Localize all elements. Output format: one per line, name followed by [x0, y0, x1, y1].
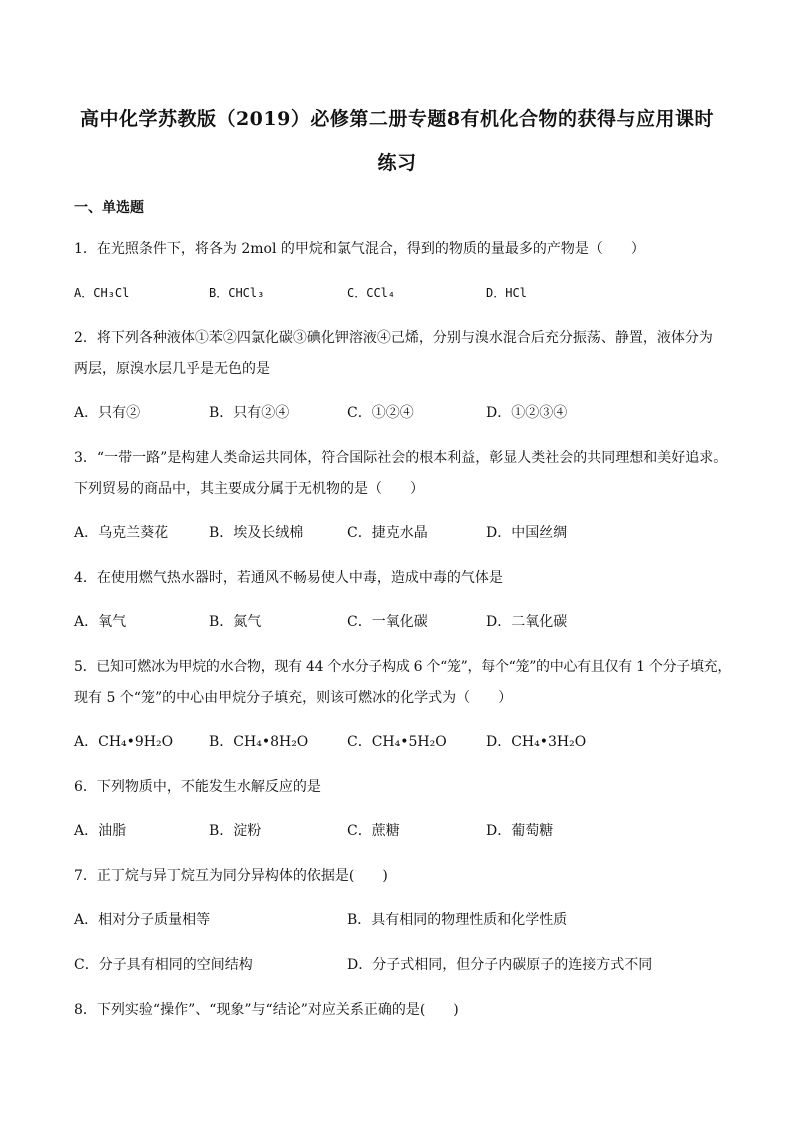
question-3-stem-line-1: 3．“一带一路”是构建人类命运共同体，符合国际社会的根本利益，彰显人类社会的共同理想和美好追求。 [74, 450, 728, 466]
question-4-stem: 4．在使用燃气热水器时，若通风不畅易使人中毒，造成中毒的气体是 [74, 570, 503, 586]
page-title: 高中化学苏教版（2019）必修第二册专题8有机化合物的获得与应用课时 [79, 108, 715, 130]
question-8-stem: 8．下列实验“操作”、“现象”与“结论”对应关系正确的是( ) [74, 1002, 459, 1018]
question-7-option-d: D．分子式相同，但分子内碳原子的连接方式不同 [347, 957, 653, 973]
question-7-option-b: B．具有相同的物理性质和化学性质 [347, 912, 568, 928]
question-6-option-d: D．葡萄糖 [486, 823, 554, 839]
question-7-option-a: A．相对分子质量相等 [74, 912, 211, 928]
question-1-option-b: B．CHCl₃ [209, 286, 265, 300]
question-1-option-c: C．CCl₄ [347, 286, 396, 300]
question-2-stem-line-2: 两层，原溴水层几乎是无色的是 [74, 361, 270, 377]
question-1-option-a: A．CH₃Cl [74, 286, 130, 300]
question-5-option-d: D．CH₄•3H₂O [486, 734, 587, 750]
question-6-option-a: A．油脂 [74, 823, 127, 839]
question-4-option-c: C．一氧化碳 [347, 614, 428, 630]
question-5-stem-line-2: 现有 5 个“笼”的中心由甲烷分子填充，则该可燃冰的化学式为（ ） [74, 690, 513, 706]
question-5-option-b: B．CH₄•8H₂O [209, 734, 309, 750]
question-2-option-b: B．只有②④ [209, 405, 290, 421]
question-3-option-d: D．中国丝绸 [486, 525, 568, 541]
question-3-option-a: A．乌克兰葵花 [74, 525, 169, 541]
question-4-option-b: B．氮气 [209, 614, 262, 630]
question-3-option-b: B．埃及长绒棉 [209, 525, 304, 541]
question-3-option-c: C．捷克水晶 [347, 525, 428, 541]
question-1-option-d: D．HCl [486, 286, 527, 300]
question-5-option-a: A．CH₄•9H₂O [74, 734, 174, 750]
question-4-option-a: A．氧气 [74, 614, 127, 630]
question-7-option-c: C．分子具有相同的空间结构 [74, 957, 253, 973]
question-4-option-d: D．二氧化碳 [486, 614, 568, 630]
page-title-continued: 练习 [377, 152, 417, 174]
question-2-option-d: D．①②③④ [486, 405, 568, 421]
question-6-stem: 6．下列物质中，不能发生水解反应的是 [74, 779, 321, 795]
question-5-stem-line-1: 5．已知可燃冰为甲烷的水合物，现有 44 个水分子构成 6 个“笼”，每个“笼”的中心有且仅有 1 个分子填充， [74, 659, 732, 675]
question-2-stem-line-1: 2．将下列各种液体①苯②四氯化碳③碘化钾溶液④己烯，分别与溴水混合后充分振荡、静置，液体分为 [74, 330, 713, 346]
question-7-stem: 7．正丁烷与异丁烷互为同分异构体的依据是( ) [74, 868, 388, 884]
question-2-option-a: A．只有② [74, 405, 141, 421]
section-heading: 一、单选题 [74, 200, 144, 216]
question-6-option-b: B．淀粉 [209, 823, 262, 839]
question-3-stem-line-2: 下列贸易的商品中，其主要成分属于无机物的是（ ） [74, 481, 424, 497]
question-2-option-c: C．①②④ [347, 405, 414, 421]
question-5-option-c: C．CH₄•5H₂O [347, 734, 447, 750]
question-6-option-c: C．蔗糖 [347, 823, 400, 839]
question-1-stem: 1．在光照条件下，将各为 2mol 的甲烷和氯气混合，得到的物质的量最多的产物是（ ） [74, 241, 645, 257]
